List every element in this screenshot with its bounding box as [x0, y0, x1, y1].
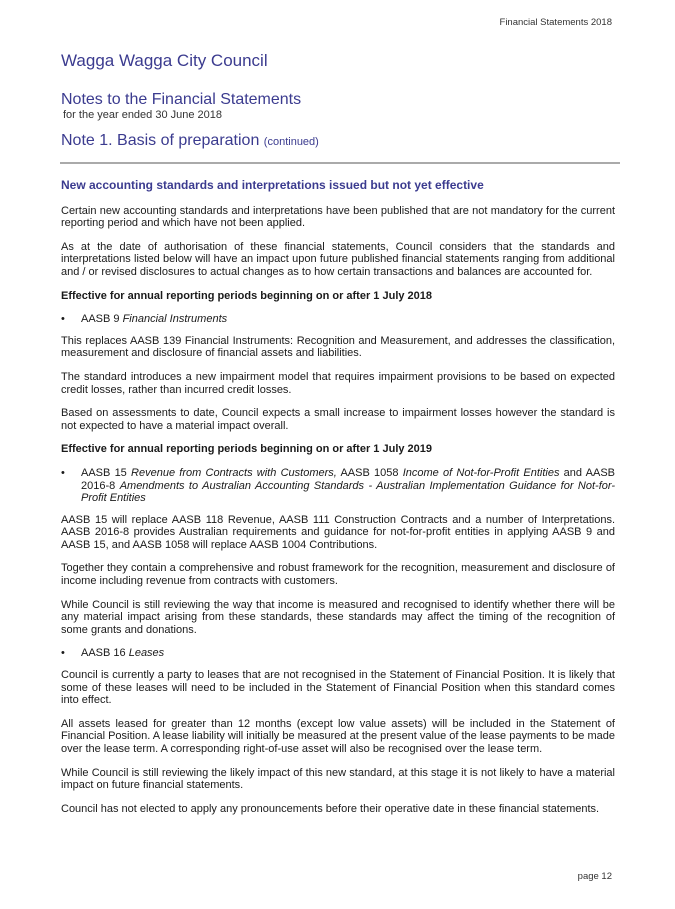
bullet-text: AASB 15	[81, 466, 132, 479]
paragraph: This replaces AASB 139 Financial Instruments: Recognition and Measurement, and addresses the classification, measurement and disclosure of financial assets and liabilities.	[61, 334, 615, 360]
bullet-item-aasb9	[61, 313, 615, 326]
note-body	[61, 179, 615, 826]
paragraph: Council has not elected to apply any pronouncements before their operative date in these financial statements.	[61, 802, 600, 815]
page-number: page 12	[577, 871, 612, 882]
reporting-period: for the year ended 30 June 2018	[63, 109, 223, 121]
paragraph: Certain new accounting standards and interpretations have been published that are not mandatory for the current reporting period and which have not been applied.	[61, 204, 615, 230]
bullet-text: AASB 9	[81, 313, 123, 326]
paragraph: The standard introduces a new impairment model that requires impairment provisions to be based on expected credit losses, rather than incurred credit losses.	[61, 370, 615, 396]
bullet-text-italic: Amendments to Australian Accounting Standards - Australian Implementation Guidance for Not-for-Profit Entities	[81, 479, 616, 505]
bullet-text-italic: Income of Not-for-Profit Entities	[402, 466, 560, 479]
paragraph: While Council is still reviewing the likely impact of this new standard, at this stage it is not likely to have a material impact on future financial statements.	[61, 766, 615, 792]
bullet-item-aasb15	[61, 467, 615, 505]
bullet-icon: •	[61, 647, 65, 660]
paragraph: While Council is still reviewing the way that income is measured and recognised to identify whether there will be any material impact arising from these standards, these standards may affect the timing of the recognition of some grants and donations.	[61, 598, 615, 636]
note-title: Note 1. Basis of preparation	[61, 132, 260, 149]
notes-title: Notes to the Financial Statements	[61, 91, 302, 108]
note-continued-label: (continued)	[263, 136, 319, 148]
paragraph: Council is currently a party to leases that are not recognised in the Statement of Financial Position. It is likely that some of these leases will need to be included in the Statement of Financial Position when this standard comes into effect.	[61, 669, 615, 707]
subheading-2018: Effective for annual reporting periods beginning on or after 1 July 2018	[61, 289, 433, 302]
heading-divider	[60, 162, 620, 164]
bullet-icon: •	[61, 313, 65, 326]
bullet-text: AASB 16	[81, 647, 129, 660]
running-header: Financial Statements 2018	[499, 17, 612, 28]
bullet-text-italic: Revenue from Contracts with Customers,	[131, 466, 337, 479]
bullet-icon: •	[61, 466, 65, 479]
paragraph: Together they contain a comprehensive and robust framework for the recognition, measurement and disclosure of income including revenue from contracts with customers.	[61, 562, 615, 588]
bullet-text-italic: Leases	[128, 647, 165, 660]
section-heading: New accounting standards and interpretations issued but not yet effective	[61, 178, 484, 192]
subheading-2019: Effective for annual reporting periods beginning on or after 1 July 2019	[61, 443, 433, 456]
note-heading	[61, 132, 319, 150]
paragraph: All assets leased for greater than 12 months (except low value assets) will be included in the Statement of Financial Position. A lease liability will initially be measured at the present value of the lease payments to be made over the lease term. A corresponding right-of-use asset will also be recognised over the lease term.	[61, 717, 615, 755]
bullet-text: and AASB 2016-8	[81, 466, 615, 492]
paragraph: AASB 15 will replace AASB 118 Revenue, AASB 111 Construction Contracts and a number of Interpretations. AASB 2016-8 provides Australian requirements and guidance for not-for-profit entities in applying AASB 9 and AASB 15, and AASB 1058 will replace AASB 1004 Contributions.	[61, 513, 615, 551]
bullet-text: AASB 1058	[336, 466, 403, 479]
organisation-title: Wagga Wagga City Council	[61, 51, 268, 70]
paragraph: As at the date of authorisation of these financial statements, Council considers that the standards and interpretations listed below will have an impact upon future published financial statements ranging from additional and / or revised disclosures to actual changes as to how certain transactions and balances are accounted for.	[61, 240, 615, 278]
bullet-item-aasb16	[61, 647, 615, 660]
paragraph: Based on assessments to date, Council expects a small increase to impairment losses however the standard is not expected to have a material impact overall.	[61, 407, 615, 432]
bullet-text-italic: Financial Instruments	[122, 313, 228, 326]
